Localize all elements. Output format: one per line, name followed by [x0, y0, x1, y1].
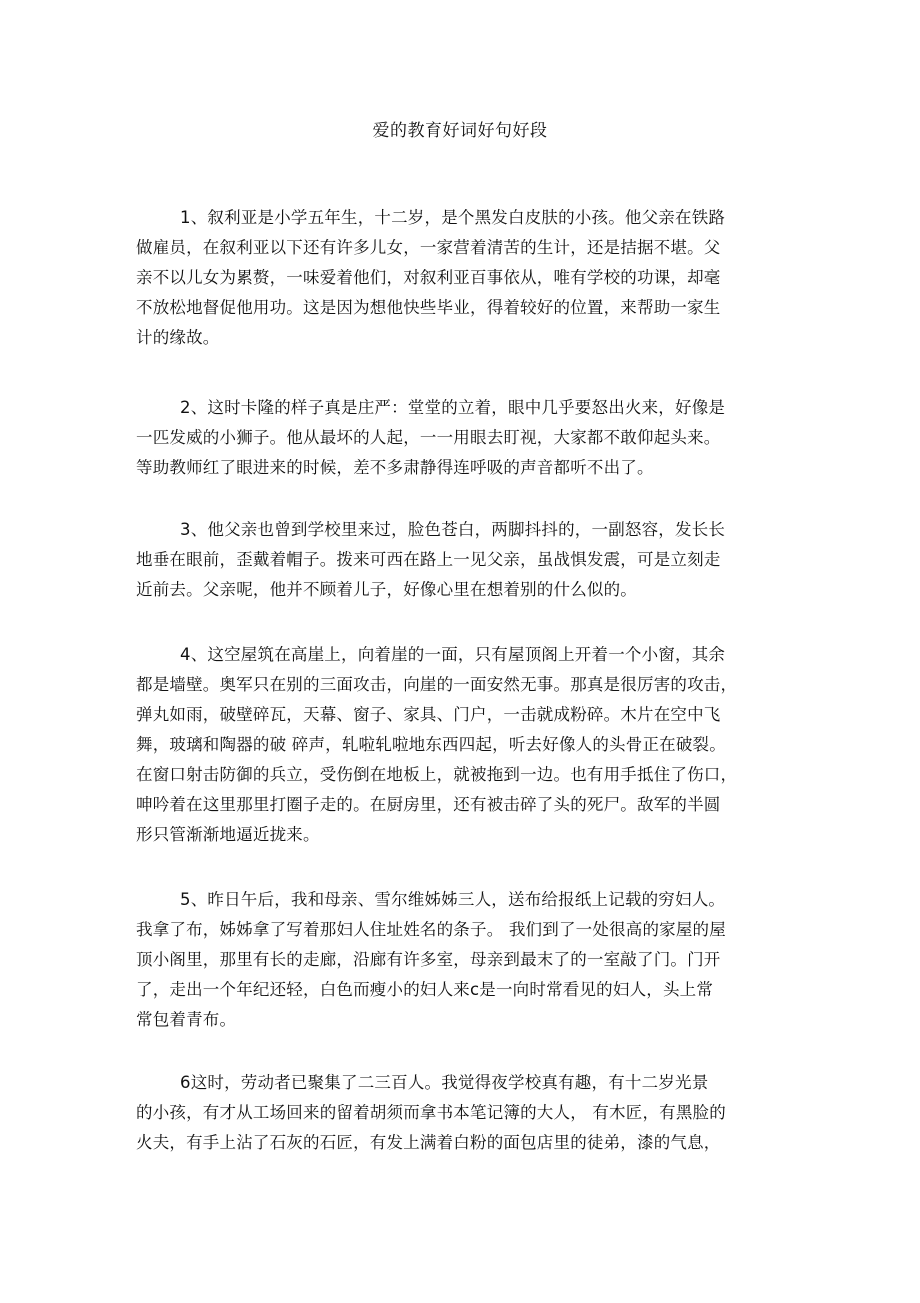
paragraph-line: 弹丸如雨，破壁碎瓦，天幕、窗子、家具、门户，一击就成粉碎。木片在空中飞 — [136, 705, 721, 724]
paragraph-line: 近前去。父亲呢，他并不顾着儿子，好像心里在想着别的什么似的。 — [136, 580, 637, 599]
paragraph-5 — [136, 885, 786, 1035]
paragraph-line: 3、他父亲也曾到学校里来过，脸色苍白，两脚抖抖的，一副怒容，发长长 — [180, 520, 726, 539]
paragraph-line: 的小孩，有才从工场回来的留着胡须而拿书本笔记簿的大人， 有木匠，有黑脸的 — [136, 1103, 726, 1122]
paragraph-line: 做雇员，在叙利亚以下还有许多儿女，一家营着清苦的生计，还是拮据不堪。父 — [136, 238, 721, 257]
paragraph-line: 了，走出一个年纪还轻，白色而瘦小的妇人来c是一向时常看见的妇人，头上常 — [136, 980, 714, 999]
paragraph-line: 我拿了布，姊姊拿了写着那妇人住址姓名的条子。 我们到了一处很高的家屋的屋 — [136, 920, 726, 939]
paragraph-6 — [136, 1068, 786, 1158]
paragraph-line: 在窗口射击防御的兵立，受伤倒在地板上，就被拖到一边。也有用手抵住了伤口， — [136, 765, 738, 784]
paragraph-line: 呻吟着在这里那里打圈子走的。在厨房里，还有被击碎了头的死尸。敌军的半圆 — [136, 795, 721, 814]
paragraph-line: 舞，玻璃和陶器的破 碎声，轧啦轧啦地东西四起，听去好像人的头骨正在破裂。 — [136, 735, 726, 754]
paragraph-line: 不放松地督促他用功。这是因为想他快些毕业，得着较好的位置，来帮助一家生 — [136, 298, 721, 317]
paragraph-line: 2、这时卡隆的样子真是庄严：堂堂的立着，眼中几乎要怒出火来，好像是 — [180, 398, 726, 417]
paragraph-line: 等助教师红了眼进来的时候，差不多肃静得连呼吸的声音都听不出了。 — [136, 458, 654, 477]
paragraph-3 — [136, 515, 786, 605]
paragraph-line: 常包着青布。 — [136, 1010, 237, 1029]
paragraph-line: 火夫，有手上沾了石灰的石匠，有发上满着白粉的面包店里的徒弟，漆的气息， — [136, 1133, 721, 1152]
paragraph-line: 4、这空屋筑在高崖上，向着崖的一面，只有屋顶阁上开着一个小窗，其余 — [180, 645, 726, 664]
paragraph-line: 都是墙壁。奥军只在别的三面攻击，向崖的一面安然无事。那真是很厉害的攻击， — [136, 675, 738, 694]
paragraph-line: 亲不以儿女为累赘，一味爱着他们，对叙利亚百事依从，唯有学校的功课，却毫 — [136, 268, 721, 287]
paragraph-line: 6这时，劳动者已聚集了二三百人。我觉得夜学校真有趣，有十二岁光景 — [180, 1073, 709, 1092]
paragraph-line: 形只管渐渐地逼近拢来。 — [136, 825, 320, 844]
paragraph-line: 地垂在眼前，歪戴着帽子。拨来可西在路上一见父亲，虽战惧发震，可是立刻走 — [136, 550, 721, 569]
paragraph-line: 5、昨日午后，我和母亲、雪尔维姊姊三人，送布给报纸上记载的穷妇人。 — [180, 890, 726, 909]
paragraph-line: 计的缘故。 — [136, 328, 220, 347]
paragraph-1 — [136, 203, 786, 353]
paragraph-4 — [136, 640, 786, 850]
paragraph-line: 一匹发威的小狮子。他从最坏的人起，一一用眼去盯视，大家都不敢仰起头来。 — [136, 428, 721, 447]
paragraph-2 — [136, 393, 786, 483]
paragraph-line: 顶小阁里，那里有长的走廊，沿廊有许多室，母亲到最末了的一室敲了门。门开 — [136, 950, 721, 969]
paragraph-line: 1、叙利亚是小学五年生，十二岁，是个黑发白皮肤的小孩。他父亲在铁路 — [180, 208, 726, 227]
document-title: 爱的教育好词好句好段 — [372, 121, 548, 141]
